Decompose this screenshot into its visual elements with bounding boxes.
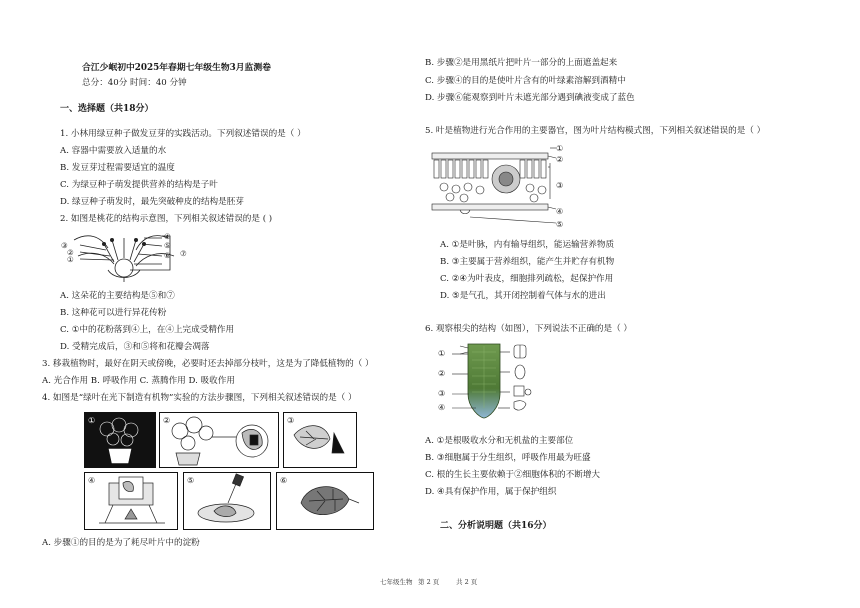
- section2-heading: 二、分析说明题（共16分）: [440, 521, 552, 531]
- root-label-3: ③: [438, 389, 446, 398]
- peach-flower-figure: [58, 230, 192, 282]
- exam-title: 合江少岷初中2025年春期七年级生物3月监测卷: [82, 63, 271, 73]
- leaf-label-1: ①: [556, 144, 564, 153]
- q2-option-b: B. 这种花可以进行异花传粉: [60, 308, 167, 318]
- step-label-1: ①: [88, 416, 96, 425]
- q6-stem: 6. 观察根尖的结构（如图），下列说法不正确的是（ ）: [425, 324, 633, 334]
- leaf-structure-figure: [430, 143, 570, 233]
- leaf-label-4: ④: [556, 207, 564, 216]
- q5-option-a: A. ①是叶脉，内有输导组织，能运输营养物质: [440, 240, 615, 250]
- flower-label-5: ⑤: [164, 241, 171, 250]
- q4-option-d: D. 步骤⑥能观察到叶片未遮光部分遇到碘液变成了蓝色: [425, 93, 635, 103]
- experiment-step-6: [276, 472, 374, 530]
- leaf-label-2: ②: [556, 155, 564, 164]
- q4-option-a: A. 步骤①的目的是为了耗尽叶片中的淀粉: [42, 538, 200, 548]
- q1-option-d: D. 绿豆种子萌发时，最先突破种皮的结构是胚芽: [60, 197, 244, 207]
- flower-label-2: ②: [67, 248, 74, 257]
- q1-option-a: A. 容器中需要放入适量的水: [60, 146, 167, 156]
- experiment-step-3: [283, 412, 357, 468]
- flower-label-4: ④: [164, 232, 171, 241]
- q2-option-c: C. ①中的花粉落到④上，在④上完成受精作用: [60, 325, 235, 335]
- q1-option-c: C. 为绿豆种子萌发提供营养的结构是子叶: [60, 180, 218, 190]
- q2-stem: 2. 如图是桃花的结构示意图，下列相关叙述错误的是 ( ): [60, 214, 273, 224]
- experiment-step-4: [84, 472, 178, 530]
- experiment-step-5: [183, 472, 271, 530]
- q2-option-d: D. 受精完成后，③和⑤将和花瓣会凋落: [60, 342, 210, 352]
- leaf-label-3: ③: [556, 181, 564, 190]
- q6-option-c: C. 根的生长主要依赖于②细胞体积的不断增大: [425, 470, 601, 480]
- q5-option-d: D. ⑤是气孔，其开闭控制着气体与水的进出: [440, 291, 606, 301]
- q3-options: A. 光合作用 B. 呼吸作用 C. 蒸腾作用 D. 吸收作用: [42, 376, 235, 386]
- q1-option-b: B. 发豆芽过程需要适宜的温度: [60, 163, 175, 173]
- step-label-6: ⑥: [280, 476, 288, 485]
- flower-label-7: ⑦: [180, 249, 187, 258]
- step-label-4: ④: [88, 476, 96, 485]
- root-label-2: ②: [438, 369, 446, 378]
- q1-stem: 1. 小林用绿豆种子做发豆芽的实践活动。下列叙述错误的是（ ）: [60, 129, 306, 139]
- root-tip-figure: [438, 342, 556, 420]
- q5-option-b: B. ③主要属于营养组织，能产生并贮存有机物: [440, 257, 615, 267]
- root-label-4: ④: [438, 403, 446, 412]
- footer-total: 共 2 页: [456, 578, 478, 586]
- leaf-label-5: ⑤: [556, 220, 564, 229]
- footer-grade: 七年级生物: [380, 578, 413, 586]
- flower-label-3: ③: [61, 241, 68, 250]
- q3-stem: 3. 移栽植物时，最好在阴天或傍晚，必要时还去掉部分枝叶，这是为了降低植物的（ ）: [42, 359, 374, 369]
- q4-stem: 4. 如图是“绿叶在光下制造有机物”实验的方法步骤图，下列相关叙述错误的是（ ）: [42, 393, 357, 403]
- step-label-3: ③: [287, 416, 295, 425]
- step-label-5: ⑤: [187, 476, 195, 485]
- flower-label-1: ①: [67, 255, 74, 264]
- q4-option-c: C. 步骤④的目的是使叶片含有的叶绿素溶解到酒精中: [425, 76, 626, 86]
- root-label-1: ①: [438, 349, 446, 358]
- experiment-step-1: [84, 412, 156, 468]
- exam-meta: 总分：40分 时间：40 分钟: [82, 78, 187, 88]
- footer-page: 第 2 页: [418, 578, 440, 586]
- q6-option-d: D. ④具有保护作用，属于保护组织: [425, 487, 557, 497]
- flower-label-6: ⑥: [164, 251, 171, 260]
- q5-stem: 5. 叶是植物进行光合作用的主要器官，图为叶片结构模式图，下列相关叙述错误的是（ ）: [425, 126, 766, 136]
- q4-option-b: B. 步骤②是用黑纸片把叶片一部分的上面遮盖起来: [425, 58, 618, 68]
- step-label-2: ②: [163, 416, 171, 425]
- q6-option-b: B. ③细胞属于分生组织，呼吸作用最为旺盛: [425, 453, 591, 463]
- q5-option-c: C. ②④为叶表皮，细胞排列疏松，起保护作用: [440, 274, 614, 284]
- section1-heading: 一、选择题（共18分）: [60, 104, 154, 114]
- experiment-step-2: [159, 412, 279, 468]
- q2-option-a: A. 这朵花的主要结构是⑤和⑦: [60, 291, 175, 301]
- q6-option-a: A. ①是根吸收水分和无机盐的主要部位: [425, 436, 574, 446]
